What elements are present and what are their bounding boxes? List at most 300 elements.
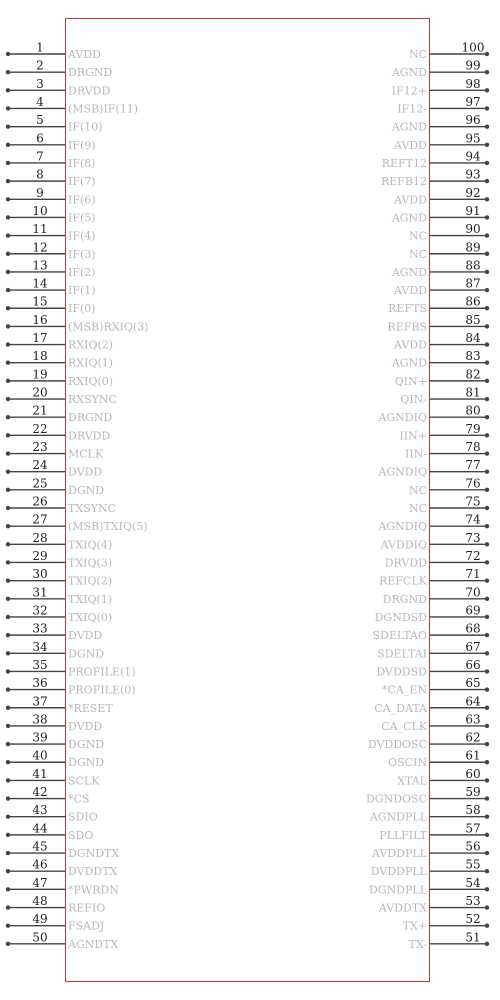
pin-terminal-dot [485, 815, 489, 819]
pin-number: 42 [32, 785, 48, 800]
left-pin-7 [6, 149, 96, 170]
pin-terminal-dot [6, 143, 10, 147]
left-pin-column [6, 41, 149, 951]
pin-terminal-dot [6, 397, 10, 401]
pin-name: CA_CLK [381, 719, 427, 733]
pin-name: IF12- [397, 102, 427, 116]
pin-terminal-dot [485, 796, 489, 800]
pin-name: DRGND [68, 411, 113, 425]
pin-name: REFT12 [381, 156, 427, 170]
left-pin-39 [6, 731, 104, 752]
pin-terminal-dot [6, 70, 10, 74]
pin-number: 64 [465, 694, 481, 709]
pin-terminal-dot [6, 942, 10, 946]
pin-terminal-dot [485, 669, 489, 673]
pin-terminal-dot [6, 469, 10, 473]
pin-terminal-dot [6, 687, 10, 691]
pin-name: AVDDTX [378, 901, 427, 915]
pin-name: DGNDOSC [365, 792, 427, 806]
pin-number: 65 [465, 676, 481, 691]
pin-name: SDIO [68, 810, 98, 824]
pin-name: DRVDD [68, 84, 111, 98]
pin-name: DRVDD [68, 429, 111, 443]
left-pin-1 [6, 41, 101, 62]
left-pin-25 [6, 476, 104, 497]
pin-terminal-dot [485, 215, 489, 219]
pin-number: 96 [465, 113, 481, 128]
pin-name: MCLK [68, 447, 104, 461]
pin-number: 87 [465, 276, 481, 291]
pin-name: REFCLK [379, 574, 427, 588]
pin-number: 53 [465, 894, 481, 909]
pin-number: 79 [465, 421, 481, 436]
pin-number: 29 [32, 548, 48, 563]
pin-name: (MSB)TXIQ(5) [68, 520, 148, 534]
pin-number: 22 [32, 421, 48, 436]
pin-name: DVDDOSC [367, 738, 427, 752]
pin-terminal-dot [485, 597, 489, 601]
pin-number: 45 [32, 839, 48, 854]
pin-name: DRGND [68, 66, 113, 80]
pin-name: SDELTAO [372, 629, 427, 643]
pin-number: 92 [465, 185, 481, 200]
pin-name: DRVDD [384, 556, 427, 570]
pin-number: 6 [36, 131, 44, 146]
pin-terminal-dot [485, 778, 489, 782]
left-pin-34 [6, 640, 104, 661]
pin-terminal-dot [6, 270, 10, 274]
pin-number: 14 [32, 276, 48, 291]
pin-name: IF(5) [68, 211, 96, 225]
pin-terminal-dot [485, 833, 489, 837]
pin-name: DRGND [382, 592, 427, 606]
left-pin-45 [6, 840, 120, 861]
left-pin-35 [6, 658, 136, 679]
pin-name: DGNDSD [374, 610, 427, 624]
pin-name: AGNDIQ [378, 465, 427, 479]
pin-number: 31 [32, 585, 48, 600]
pin-number: 84 [465, 331, 481, 346]
pin-number: 47 [32, 875, 48, 890]
pin-terminal-dot [6, 197, 10, 201]
left-pin-31 [6, 585, 112, 606]
pin-terminal-dot [6, 288, 10, 292]
pin-number: 98 [465, 76, 481, 91]
pin-terminal-dot [6, 887, 10, 891]
pin-number: 62 [465, 730, 481, 745]
pin-name: TX- [408, 937, 427, 951]
pin-terminal-dot [6, 542, 10, 546]
pin-terminal-dot [485, 88, 489, 92]
pin-terminal-dot [6, 161, 10, 165]
pin-terminal-dot [485, 252, 489, 256]
pin-name: REFTS [388, 302, 427, 316]
pin-number: 69 [465, 603, 481, 618]
pin-terminal-dot [485, 433, 489, 437]
pin-terminal-dot [485, 469, 489, 473]
pin-number: 57 [465, 821, 481, 836]
pin-name: AVDD [394, 193, 427, 207]
pin-terminal-dot [485, 197, 489, 201]
pin-number: 77 [465, 458, 481, 473]
pin-number: 11 [32, 222, 48, 237]
pin-number: 51 [465, 930, 481, 945]
pin-terminal-dot [6, 633, 10, 637]
pin-number: 37 [32, 694, 48, 709]
pin-number: 44 [32, 821, 48, 836]
ic-body [66, 19, 430, 982]
pin-terminal-dot [6, 361, 10, 365]
pin-terminal-dot [6, 778, 10, 782]
pin-terminal-dot [485, 851, 489, 855]
pin-name: AVDDIQ [380, 538, 427, 552]
pin-number: 8 [36, 167, 44, 182]
left-pin-4 [6, 95, 138, 116]
pin-terminal-dot [485, 488, 489, 492]
pin-number: 34 [32, 639, 48, 654]
pin-terminal-dot [485, 651, 489, 655]
left-pin-8 [6, 168, 96, 189]
pin-terminal-dot [485, 415, 489, 419]
pin-terminal-dot [485, 270, 489, 274]
pin-name: IF(4) [68, 229, 96, 243]
pin-name: SDELTAI [377, 647, 427, 661]
left-pin-19 [6, 367, 113, 388]
pin-number: 68 [465, 621, 481, 636]
pin-number: 26 [32, 494, 48, 509]
left-pin-12 [6, 240, 96, 261]
pin-name: DGND [68, 756, 105, 770]
left-pin-49 [6, 912, 105, 933]
pin-terminal-dot [485, 324, 489, 328]
pin-terminal-dot [485, 143, 489, 147]
pin-name: NC [408, 229, 427, 243]
pin-name: DVDDPLL [370, 865, 427, 879]
pin-name: RXSYNC [68, 393, 117, 407]
left-pin-3 [6, 77, 111, 98]
pin-name: DVDD [68, 465, 103, 479]
pin-name: REFBS [387, 320, 427, 334]
pin-number: 61 [465, 748, 481, 763]
pin-name: RXIQ(0) [68, 374, 114, 388]
pin-terminal-dot [485, 52, 489, 56]
pin-terminal-dot [485, 742, 489, 746]
pin-name: IF(7) [68, 175, 96, 189]
pin-terminal-dot [6, 651, 10, 655]
pin-name: PLLFILT [379, 828, 427, 842]
pin-name: AGNDPLL [369, 810, 427, 824]
pin-terminal-dot [485, 542, 489, 546]
pin-number: 50 [32, 930, 48, 945]
pin-name: TX+ [402, 919, 427, 933]
pin-number: 99 [465, 58, 481, 73]
pin-number: 97 [465, 94, 481, 109]
pin-number: 54 [465, 875, 481, 890]
pin-number: 85 [465, 312, 481, 327]
pin-name: IIN+ [399, 429, 427, 443]
left-pin-13 [6, 258, 96, 279]
pin-number: 33 [32, 621, 48, 636]
pin-terminal-dot [485, 942, 489, 946]
left-pin-2 [6, 59, 113, 80]
pin-number: 89 [465, 240, 481, 255]
left-pin-29 [6, 549, 112, 570]
pin-number: 21 [32, 403, 48, 418]
pin-terminal-dot [485, 506, 489, 510]
pin-number: 2 [36, 58, 44, 73]
pin-terminal-dot [6, 124, 10, 128]
pin-terminal-dot [485, 560, 489, 564]
pin-terminal-dot [485, 887, 489, 891]
pin-terminal-dot [6, 742, 10, 746]
pin-number: 95 [465, 131, 481, 146]
left-pin-27 [6, 513, 148, 534]
pin-number: 10 [32, 203, 48, 218]
pin-name: IF(8) [68, 156, 96, 170]
pin-terminal-dot [485, 161, 489, 165]
left-pin-38 [6, 712, 103, 733]
pin-name: NC [408, 502, 427, 515]
left-pin-10 [6, 204, 96, 225]
pin-number: 80 [465, 403, 481, 418]
pin-number: 40 [32, 748, 48, 763]
pin-name: AGND [391, 265, 427, 279]
pin-number: 7 [36, 149, 44, 164]
pin-terminal-dot [6, 252, 10, 256]
pin-terminal-dot [6, 815, 10, 819]
pin-name: IF(3) [68, 247, 96, 261]
pin-number: 32 [32, 603, 48, 618]
right-pin-51 [409, 930, 490, 951]
pin-number: 24 [32, 458, 48, 473]
pin-name: AGNDIQ [378, 411, 427, 425]
left-pin-32 [6, 603, 112, 624]
pin-number: 60 [465, 766, 481, 781]
pin-terminal-dot [6, 923, 10, 927]
pin-name: *RESET [68, 701, 113, 715]
pin-terminal-dot [6, 851, 10, 855]
pin-terminal-dot [6, 869, 10, 873]
pin-terminal-dot [485, 361, 489, 365]
pin-name: TXIQ(1) [68, 592, 113, 606]
pin-number: 13 [32, 258, 48, 273]
pin-number: 27 [32, 512, 48, 527]
pin-number: 23 [32, 440, 48, 455]
pin-terminal-dot [6, 342, 10, 346]
pin-name: CA_DATA [374, 701, 427, 715]
pin-name: TXIQ(3) [68, 556, 113, 570]
pin-name: PROFILE(1) [68, 665, 136, 679]
pin-name: TXSYNC [68, 502, 117, 515]
pin-name: DGND [68, 738, 105, 752]
pin-name: SDO [68, 828, 94, 842]
left-pin-33 [6, 622, 103, 643]
pin-name: AVDD [394, 338, 427, 352]
pin-terminal-dot [485, 106, 489, 110]
pin-terminal-dot [6, 905, 10, 909]
pin-terminal-dot [485, 724, 489, 728]
pin-name: AVDD [394, 284, 427, 298]
pin-terminal-dot [6, 760, 10, 764]
left-pin-23 [6, 440, 104, 461]
pin-number: 63 [465, 712, 481, 727]
pin-terminal-dot [485, 869, 489, 873]
pin-name: QIN+ [394, 374, 427, 388]
pin-number: 17 [32, 331, 48, 346]
left-pin-48 [6, 894, 106, 915]
left-pin-18 [6, 349, 113, 370]
pin-name: AGND [391, 356, 427, 370]
pin-terminal-dot [6, 106, 10, 110]
pin-name: DGNDTX [68, 847, 120, 861]
pin-terminal-dot [6, 179, 10, 183]
left-pin-22 [6, 422, 111, 443]
pin-terminal-dot [6, 415, 10, 419]
left-pin-44 [6, 821, 94, 842]
pin-terminal-dot [6, 379, 10, 383]
pin-number: 30 [32, 567, 48, 582]
pin-name: IF(10) [68, 120, 103, 134]
pin-name: DGNDPLL [368, 883, 427, 897]
left-pin-5 [6, 113, 103, 134]
left-pin-15 [6, 295, 96, 316]
pin-name: DGND [68, 483, 105, 497]
left-pin-36 [6, 676, 136, 697]
pin-number: 55 [465, 857, 481, 872]
pin-terminal-dot [485, 706, 489, 710]
pin-number: 78 [465, 440, 481, 455]
pin-name: AVDD [68, 48, 101, 61]
pin-number: 58 [465, 803, 481, 818]
pin-number: 19 [32, 367, 48, 382]
pin-terminal-dot [6, 560, 10, 564]
pin-number: 48 [32, 894, 48, 909]
pin-terminal-dot [485, 524, 489, 528]
pin-name: AVDDPLL [372, 847, 427, 861]
pin-number: 20 [32, 385, 48, 400]
left-pin-47 [6, 876, 120, 897]
pin-number: 93 [465, 167, 481, 182]
pin-name: XTAL [397, 774, 427, 788]
pin-terminal-dot [6, 324, 10, 328]
pin-terminal-dot [6, 88, 10, 92]
pin-terminal-dot [485, 760, 489, 764]
pin-name: PROFILE(0) [68, 683, 136, 697]
pin-terminal-dot [6, 433, 10, 437]
pin-terminal-dot [485, 124, 489, 128]
pin-name: AGND [391, 120, 427, 134]
pin-name: DVDD [68, 719, 103, 733]
pin-terminal-dot [6, 796, 10, 800]
pin-terminal-dot [6, 215, 10, 219]
pin-name: *PWRDN [68, 883, 119, 897]
pin-terminal-dot [485, 578, 489, 582]
pin-terminal-dot [485, 615, 489, 619]
pin-terminal-dot [6, 524, 10, 528]
pin-name: RXIQ(1) [68, 356, 114, 370]
pin-terminal-dot [6, 833, 10, 837]
pin-number: 90 [465, 222, 481, 237]
pin-terminal-dot [6, 669, 10, 673]
pin-terminal-dot [485, 923, 489, 927]
pin-terminal-dot [485, 687, 489, 691]
left-pin-21 [6, 404, 113, 425]
left-pin-41 [6, 767, 100, 788]
pin-name: DVDDTX [68, 865, 118, 879]
pin-terminal-dot [485, 633, 489, 637]
pin-terminal-dot [6, 578, 10, 582]
pin-number: 56 [465, 839, 481, 854]
pin-terminal-dot [485, 70, 489, 74]
pin-name: OSCIN [388, 756, 427, 770]
pin-terminal-dot [6, 451, 10, 455]
pin-number: 100 [461, 40, 485, 55]
pin-name: REFIO [68, 901, 106, 915]
left-pin-30 [6, 567, 112, 588]
pin-terminal-dot [6, 724, 10, 728]
pin-number: 71 [465, 567, 481, 582]
pin-number: 9 [36, 185, 44, 200]
pin-name: QIN- [400, 393, 427, 407]
pin-name: SCLK [68, 774, 100, 788]
pin-name: DGND [68, 647, 105, 661]
left-pin-28 [6, 531, 112, 552]
pin-terminal-dot [485, 288, 489, 292]
pin-number: 36 [32, 676, 48, 691]
pin-terminal-dot [6, 597, 10, 601]
pin-name: (MSB)RXIQ(3) [68, 320, 149, 334]
pin-number: 52 [465, 912, 481, 927]
left-pin-46 [6, 858, 118, 879]
pin-name: AGND [391, 211, 427, 225]
pin-number: 70 [465, 585, 481, 600]
left-pin-37 [6, 694, 114, 715]
left-pin-20 [6, 386, 117, 407]
pin-number: 15 [32, 294, 48, 309]
pin-number: 49 [32, 912, 48, 927]
pin-name: IF12+ [391, 84, 427, 98]
pin-number: 82 [465, 367, 481, 382]
pin-number: 86 [465, 294, 481, 309]
pin-name: TXIQ(4) [68, 538, 113, 552]
pin-name: NC [408, 483, 427, 497]
pin-name: AGNDTX [68, 937, 119, 951]
pin-number: 81 [465, 385, 481, 400]
left-pin-11 [6, 222, 96, 243]
left-pin-14 [6, 277, 96, 298]
pin-name: IIN- [404, 447, 427, 461]
pin-number: 1 [36, 40, 44, 55]
pin-name: DVDDSD [376, 665, 427, 679]
pin-number: 28 [32, 530, 48, 545]
pin-name: FSADJ [68, 919, 105, 933]
pin-terminal-dot [485, 342, 489, 346]
pin-number: 75 [465, 494, 481, 509]
pin-name: AGND [391, 66, 427, 80]
pin-terminal-dot [485, 233, 489, 237]
pin-terminal-dot [6, 706, 10, 710]
pin-number: 3 [36, 76, 44, 91]
pin-name: *CS [68, 792, 90, 806]
pin-terminal-dot [485, 451, 489, 455]
pin-terminal-dot [6, 52, 10, 56]
pin-name: (MSB)IF(11) [68, 102, 139, 116]
pin-name: RXIQ(2) [68, 338, 114, 352]
pin-number: 5 [36, 113, 44, 128]
pin-number: 38 [32, 712, 48, 727]
pin-name: IF(2) [68, 265, 96, 279]
left-pin-17 [6, 331, 113, 352]
